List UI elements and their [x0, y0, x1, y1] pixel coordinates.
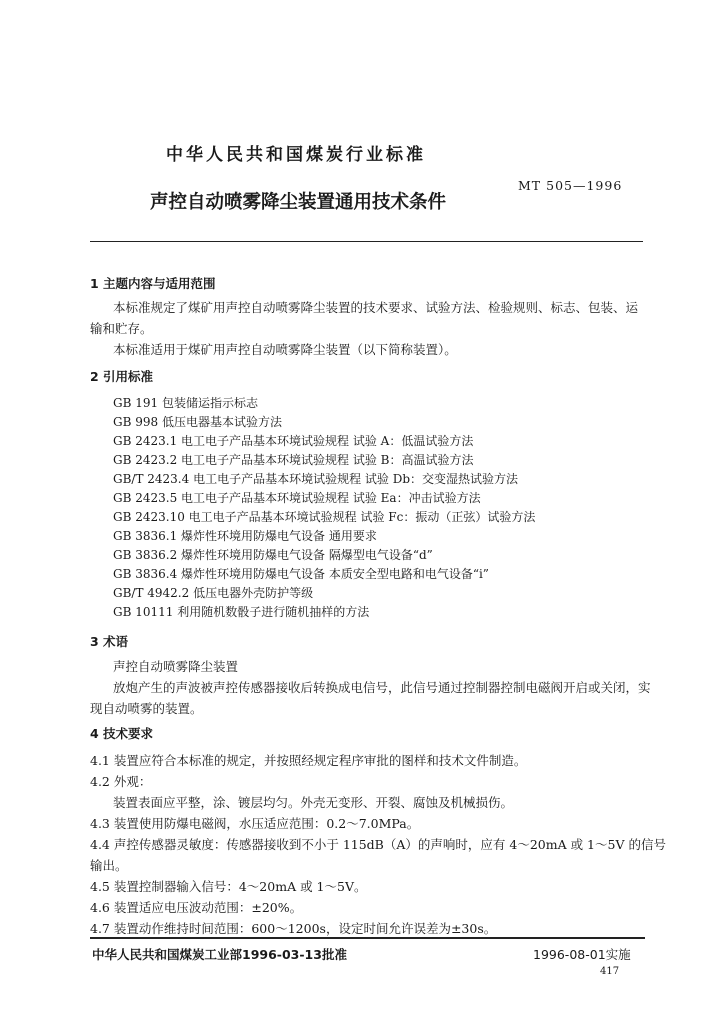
footer-rule	[90, 937, 645, 939]
clause-4-3: 4.3 装置使用防爆电磁阀，水压适应范围：0.2～7.0MPa。	[90, 816, 420, 831]
section-1-paragraph-1: 本标准规定了煤矿用声控自动喷雾降尘装置的技术要求、试验方法、检验规则、标志、包装、运	[113, 300, 639, 315]
page-number: 417	[600, 966, 620, 977]
term-definition: 放炮产生的声波被声控传感器接收后转换成电信号，此信号通过控制器控制电磁阀开启或关闭，实	[113, 680, 651, 695]
header-rule	[90, 241, 643, 242]
standard-code: MT 505—1996	[518, 178, 623, 193]
reference-item: GB 2423.10 电工电子产品基本环境试验规程 试验 Fc：振动（正弦）试验方法	[113, 510, 536, 524]
clause-4-4: 4.4 声控传感器灵敏度：传感器接收到不小于 115dB（A）的声响时，应有 4～20mA 或 1～5V 的信号	[90, 837, 666, 852]
clause-4-5: 4.5 装置控制器输入信号：4～20mA 或 1～5V。	[90, 879, 367, 894]
clause-4-2: 4.2 外观：	[90, 774, 152, 789]
section-4-title: 4 技术要求	[90, 726, 154, 741]
reference-item: GB 10111 利用随机数骰子进行随机抽样的方法	[113, 605, 370, 619]
clause-4-4-cont: 输出。	[90, 858, 128, 873]
section-1-paragraph-1-cont: 输和贮存。	[90, 321, 153, 336]
reference-item: GB 998 低压电器基本试验方法	[113, 415, 282, 429]
section-1-paragraph-2: 本标准适用于煤矿用声控自动喷雾降尘装置（以下简称装置）。	[113, 342, 457, 357]
reference-item: GB 2423.5 电工电子产品基本环境试验规程 试验 Ea：冲击试验方法	[113, 491, 481, 505]
section-3-title: 3 术语	[90, 634, 129, 649]
reference-item: GB 191 包装储运指示标志	[113, 396, 258, 410]
reference-item: GB 3836.2 爆炸性环境用防爆电气设备 隔爆型电气设备“d”	[113, 548, 433, 562]
org-title: 中华人民共和国煤炭行业标准	[166, 145, 426, 165]
reference-item: GB 3836.1 爆炸性环境用防爆电气设备 通用要求	[113, 529, 377, 543]
clause-4-6: 4.6 装置适应电压波动范围：±20%。	[90, 900, 303, 915]
section-2-title: 2 引用标准	[90, 369, 154, 384]
section-1-title: 1 主题内容与适用范围	[90, 276, 216, 291]
doc-title: 声控自动喷雾降尘装置通用技术条件	[150, 192, 447, 213]
clause-4-1: 4.1 装置应符合本标准的规定，并按照经规定程序审批的图样和技术文件制造。	[90, 753, 527, 768]
term-definition-cont: 现自动喷雾的装置。	[90, 701, 203, 716]
reference-item: GB 2423.2 电工电子产品基本环境试验规程 试验 B：高温试验方法	[113, 453, 474, 467]
reference-item: GB 3836.4 爆炸性环境用防爆电气设备 本质安全型电路和电气设备“i”	[113, 567, 489, 581]
implementation-date: 1996-08-01实施	[533, 947, 631, 962]
term-name: 声控自动喷雾降尘装置	[113, 659, 239, 674]
clause-4-2-text: 装置表面应平整，涂、镀层均匀。外壳无变形、开裂、腐蚀及机械损伤。	[113, 795, 514, 810]
reference-item: GB/T 4942.2 低压电器外壳防护等级	[113, 586, 314, 600]
approval-line: 中华人民共和国煤炭工业部1996-03-13批准	[92, 947, 347, 962]
reference-item: GB 2423.1 电工电子产品基本环境试验规程 试验 A：低温试验方法	[113, 434, 474, 448]
reference-item: GB/T 2423.4 电工电子产品基本环境试验规程 试验 Db：交变湿热试验方法	[113, 472, 519, 486]
clause-4-7: 4.7 装置动作维持时间范围：600～1200s，设定时间允许误差为±30s。	[90, 921, 497, 936]
